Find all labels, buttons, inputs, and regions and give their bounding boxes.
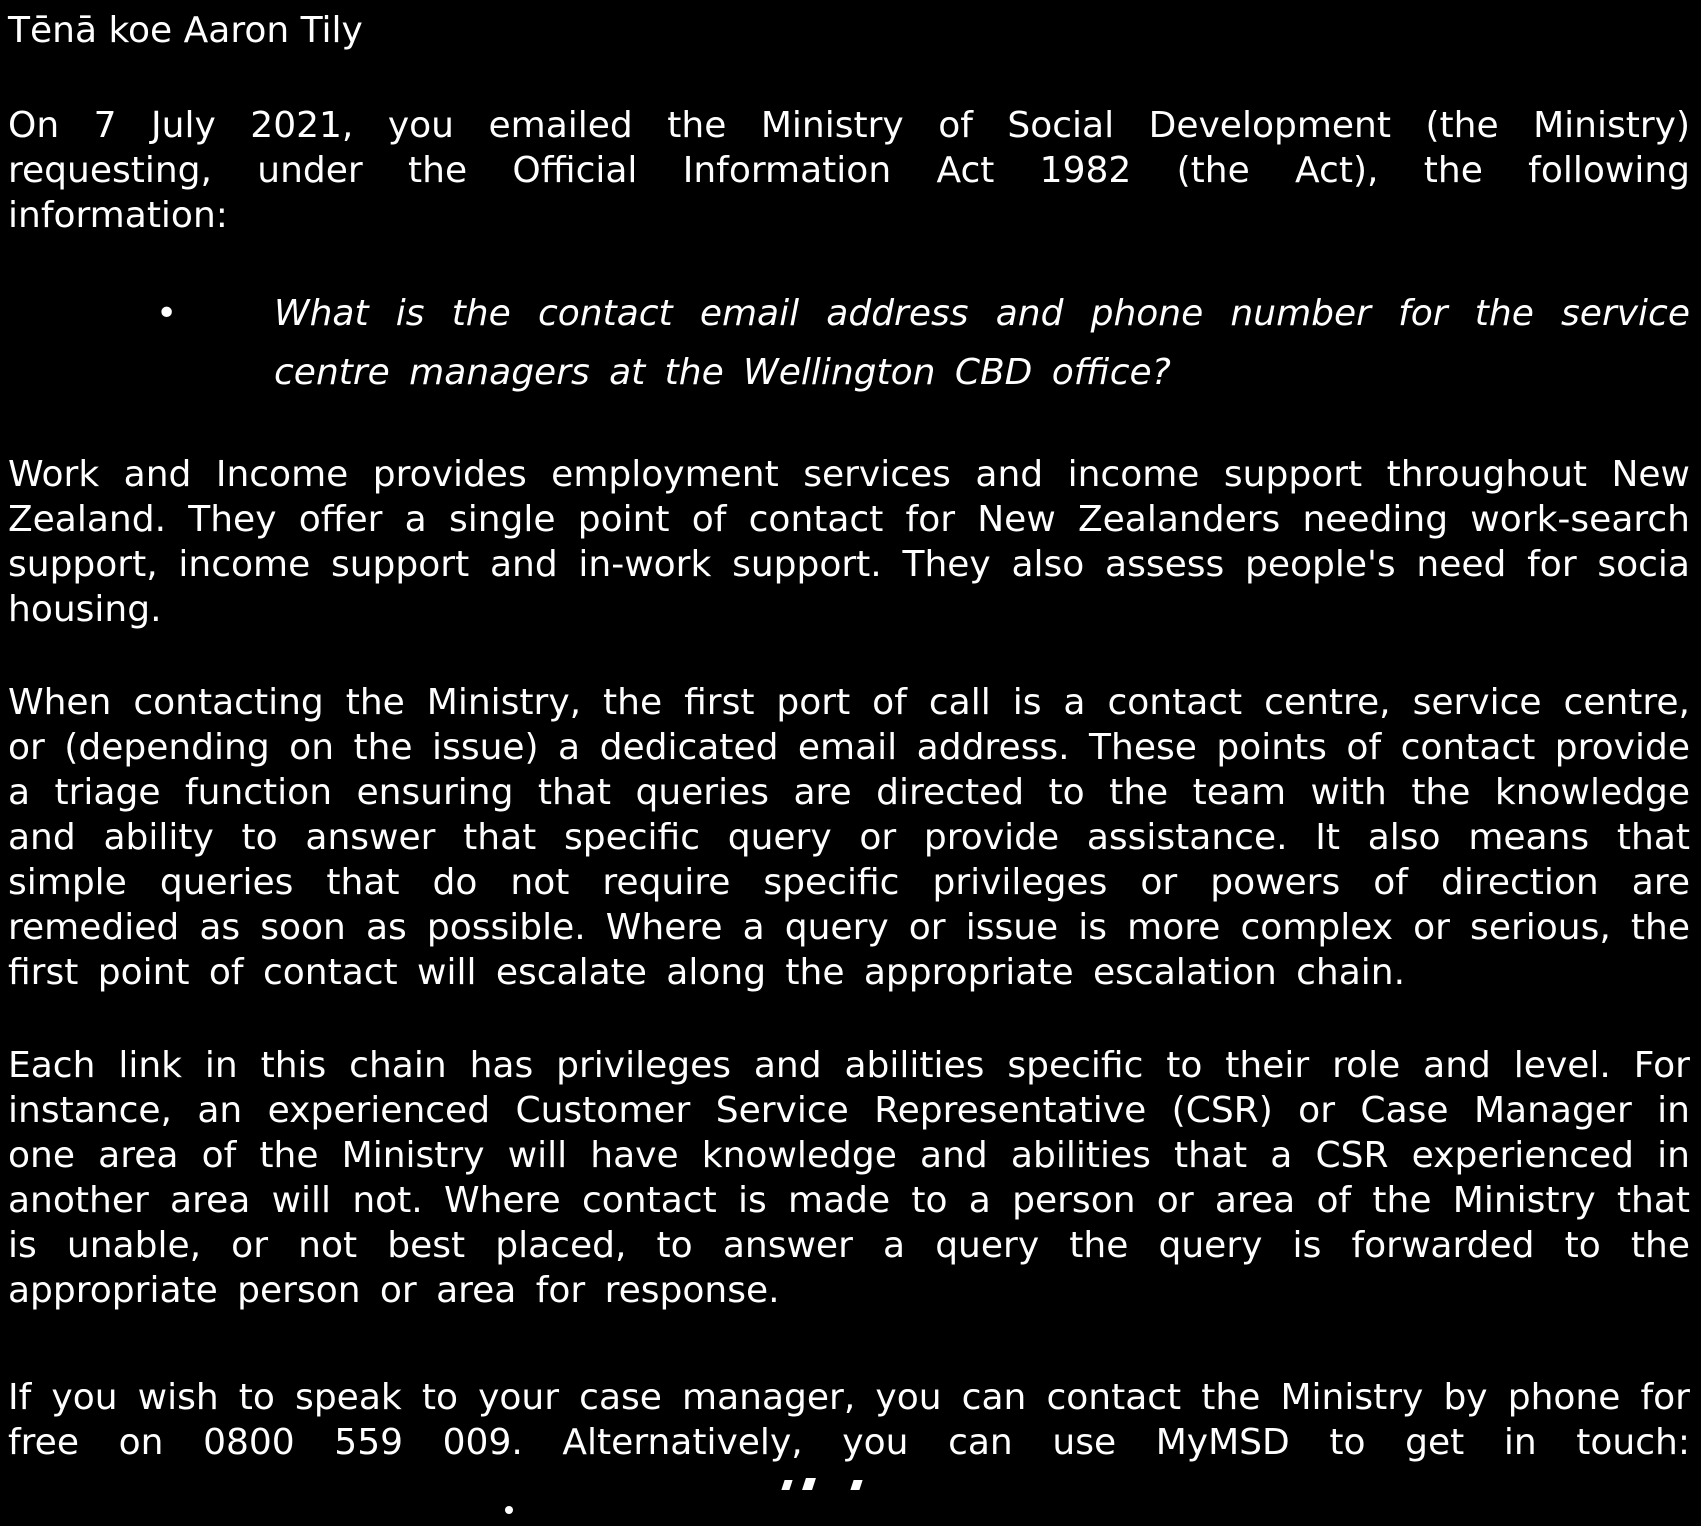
request-bullet-text: What is the contact email address and phone number for the service centre managers at the Wellington CBD office? [274,293,1690,393]
contact-points-paragraph: When contacting the Ministry, the first port of call is a contact centre, service centre, or (depending on the issue) a dedicated email address. These points of contact provide a triage function ensuring that queries are directed to the team with the knowledge and ability to answer that specific query or provide assistance. It also means that simple queries that do not require specific privileges or powers of direction are remedied as soon as possible. Where a query or issue is more complex or serious, the first point of contact will escalate along the appropriate escalation chain. [8,682,1690,993]
request-bullet-item [8,284,1690,402]
work-and-income-paragraph: Work and Income provides employment services and income support throughout New Zealand. They offer a single point of contact for New Zealanders needing work-search support, income support and in-work support. They also assess people's need for socia housing. [8,454,1690,630]
letter-top-fragment [850,1480,862,1490]
letter-greeting: Tēnā koe Aaron Tily [8,10,363,51]
letter-top-fragment [781,1480,792,1490]
letter-top-fragment [505,1506,513,1514]
intro-paragraph: On 7 July 2021, you emailed the Ministry of Social Development (the Ministry) requesting, under the Official Information Act 1982 (the Act), the following information: [8,105,1690,236]
case-manager-contact-paragraph: If you wish to speak to your case manager, you can contact the Ministry by phone for free on 0800 559 009. Alternatively, you can use MyMSD to get in touch: [8,1377,1690,1463]
letter-top-fragment [802,1478,816,1490]
bullet-icon: • [156,293,178,334]
escalation-chain-paragraph: Each link in this chain has privileges and abilities specific to their role and level. For instance, an experienced Customer Service Representative (CSR) or Case Manager in one area of the Ministry will have knowledge and abilities that a CSR experienced in another area will not. Where contact is made to a person or area of the Ministry that is unable, or not best placed, to answer a query the query is forwarded to the appropriate person or area for response. [8,1045,1690,1311]
